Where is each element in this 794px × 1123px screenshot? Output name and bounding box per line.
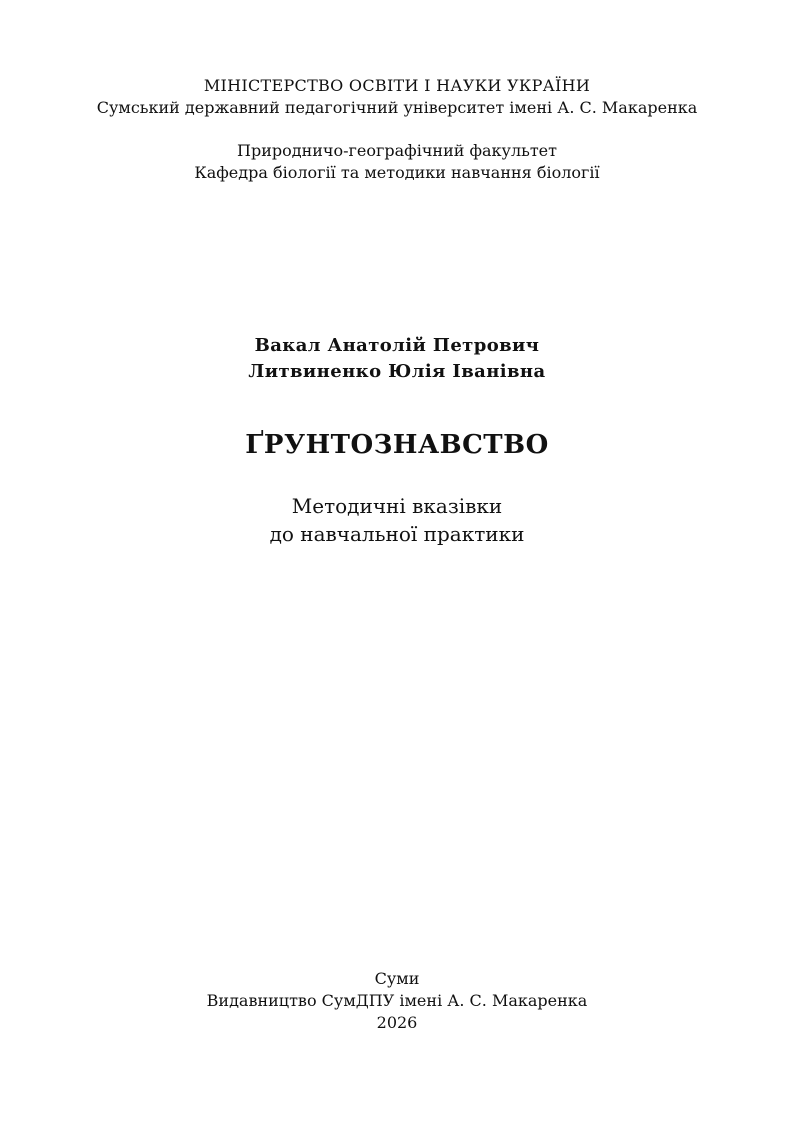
book-title: ҐРУНТОЗНАВСТВО (245, 430, 549, 460)
imprint-year: 2026 (376, 1013, 418, 1032)
author-name-2: Литвиненко Юлія Іванівна (248, 361, 546, 382)
department-line: Кафедра біології та методики навчання біології (194, 163, 600, 182)
subtitle-line-2: до навчальної практики (269, 522, 525, 546)
university-line: Сумський державний педагогічний університет імені А. С. Макаренка (96, 98, 698, 117)
imprint-city: Суми (374, 969, 420, 988)
author-name-1: Вакал Анатолій Петрович (254, 335, 540, 356)
imprint-publisher: Видавництво СумДПУ імені А. С. Макаренка (206, 991, 588, 1010)
faculty-line: Природничо-географічний факультет (237, 141, 557, 160)
subtitle-line-1: Методичні вказівки (291, 494, 503, 518)
ministry-line: МІНІСТЕРСТВО ОСВІТИ І НАУКИ УКРАЇНИ (203, 76, 591, 95)
